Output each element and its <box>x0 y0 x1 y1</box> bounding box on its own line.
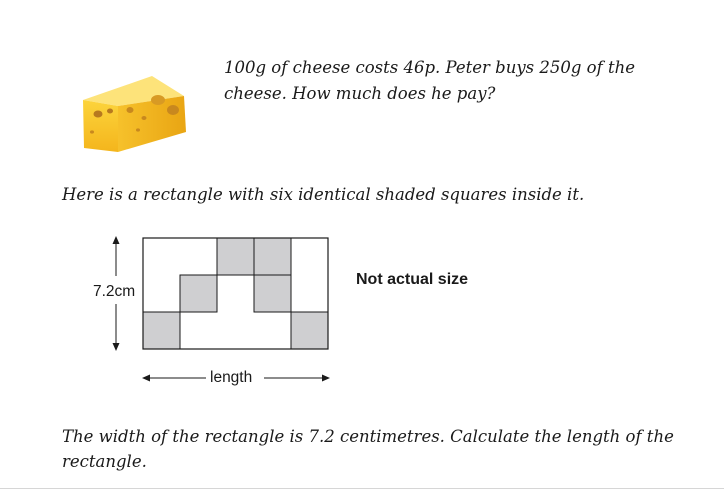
shaded-square <box>291 312 328 349</box>
shaded-square <box>217 238 254 275</box>
cheese-icon <box>78 70 193 156</box>
question-2-intro: Here is a rectangle with six identical shaded squares inside it. <box>62 185 585 204</box>
width-label: 7.2cm <box>93 283 136 300</box>
shaded-square <box>254 238 291 275</box>
bottom-divider <box>0 488 724 489</box>
shaded-square <box>143 312 180 349</box>
shaded-square <box>254 275 291 312</box>
width-arrowhead-up <box>113 236 120 244</box>
shaded-square <box>180 275 217 312</box>
length-label: length <box>210 369 253 386</box>
width-arrowhead-down <box>113 343 120 351</box>
question-2-text: The width of the rectangle is 7.2 centimetres. Calculate the length of the rectangle. <box>62 427 674 471</box>
rectangle-diagram <box>80 230 340 390</box>
length-arrowhead-right <box>322 375 330 382</box>
question-1-text: 100g of cheese costs 46p. Peter buys 250g of the cheese. How much does he pay? <box>224 58 635 103</box>
not-actual-size-note: Not actual size <box>356 271 469 288</box>
length-arrowhead-left <box>142 375 150 382</box>
